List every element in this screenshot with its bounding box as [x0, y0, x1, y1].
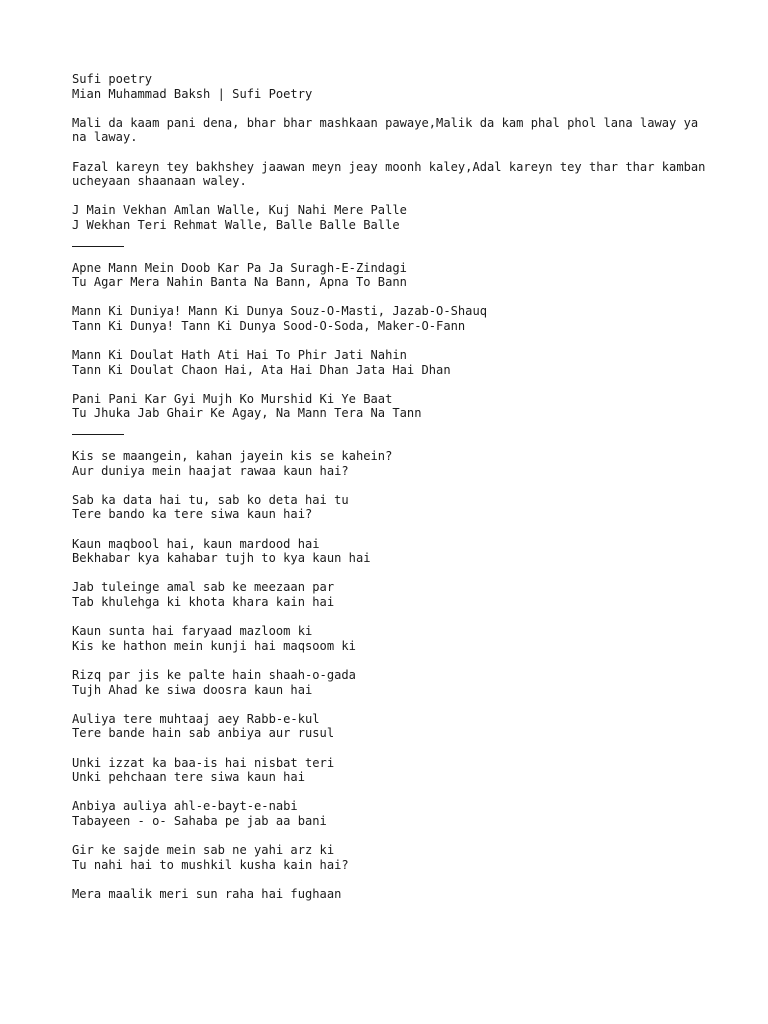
verse-line: J Main Vekhan Amlan Walle, Kuj Nahi Mere Palle [72, 203, 407, 218]
verse-line: Aur duniya mein haajat rawaa kaun hai? [72, 463, 349, 478]
verse-line: Pani Pani Kar Gyi Mujh Ko Murshid Ki Ye Baat [72, 391, 393, 406]
verse-line: Jab tuleinge amal sab ke meezaan par [72, 580, 335, 595]
verse-line: Sab ka data hai tu, sab ko deta hai tu [72, 492, 349, 507]
verse-line: Kaun sunta hai faryaad mazloom ki [72, 624, 313, 639]
verse-line: Tabayeen - o- Sahaba pe jab aa bani [72, 813, 327, 828]
verse-line: Kis ke hathon mein kunji hai maqsoom ki [72, 638, 356, 653]
verse-line: Auliya tere muhtaaj aey Rabb-e-kul [72, 711, 320, 726]
verse-line: Tann Ki Dunya! Tann Ki Dunya Sood-O-Soda, Maker-O-Fann [72, 318, 466, 333]
verse-line: Tab khulehga ki khota khara kain hai [72, 595, 335, 609]
verse-line: Kaun maqbool hai, kaun mardood hai [72, 536, 320, 551]
document-title: Sufi poetry [72, 72, 153, 86]
verse-line: Rizq par jis ke palte hain shaah-o-gada [72, 667, 356, 682]
verse-line: Bekhabar kya kahabar tujh to kya kaun hai [72, 551, 371, 566]
document-subtitle: Mian Muhammad Baksh | Sufi Poetry [72, 86, 313, 101]
verse-line: Mann Ki Duniya! Mann Ki Dunya Souz-O-Masti, Jazab-O-Shauq [72, 304, 488, 319]
verse-line: Unki pehchaan tere siwa kaun hai [72, 770, 305, 785]
verse-line: Apne Mann Mein Doob Kar Pa Ja Suragh-E-Zindagi [72, 260, 407, 275]
verse-line: Unki izzat ka baa-is hai nisbat teri [72, 755, 335, 770]
verse-line: Tere bando ka tere siwa kaun hai? [72, 507, 313, 522]
verse-line: Gir ke sajde mein sab ne yahi arz ki [72, 843, 335, 858]
document-page [72, 72, 712, 901]
paragraph-2: Fazal kareyn tey bakhshey jaawan meyn jeay moonh kaley,Adal kareyn tey thar thar kamban ucheyaan shaanaan waley. [72, 159, 713, 189]
verse-line: Tann Ki Doulat Chaon Hai, Ata Hai Dhan Jata Hai Dhan [72, 362, 451, 377]
verse-line: Tu nahi hai to mushkil kusha kain hai? [72, 857, 349, 872]
verse-line: Tujh Ahad ke siwa doosra kaun hai [72, 682, 313, 697]
verse-line: Anbiya auliya ahl-e-bayt-e-nabi [72, 799, 298, 814]
verse-line: Tu Jhuka Jab Ghair Ke Agay, Na Mann Tera Na Tann [72, 406, 422, 421]
paragraph-1: Mali da kaam pani dena, bhar bhar mashkaan pawaye,Malik da kam phal phol lana laway ya na laway. [72, 115, 706, 145]
verse-line: Tu Agar Mera Nahin Banta Na Bann, Apna To Bann [72, 275, 407, 290]
verse-line: J Wekhan Teri Rehmat Walle, Balle Balle Balle [72, 217, 400, 232]
verse-line: Mera maalik meri sun raha hai fughaan [72, 886, 342, 901]
verse-line: Kis se maangein, kahan jayein kis se kahein? [72, 449, 393, 464]
verse-line: Tere bande hain sab anbiya aur rusul [72, 726, 335, 741]
verse-line: Mann Ki Doulat Hath Ati Hai To Phir Jati Nahin [72, 348, 407, 363]
